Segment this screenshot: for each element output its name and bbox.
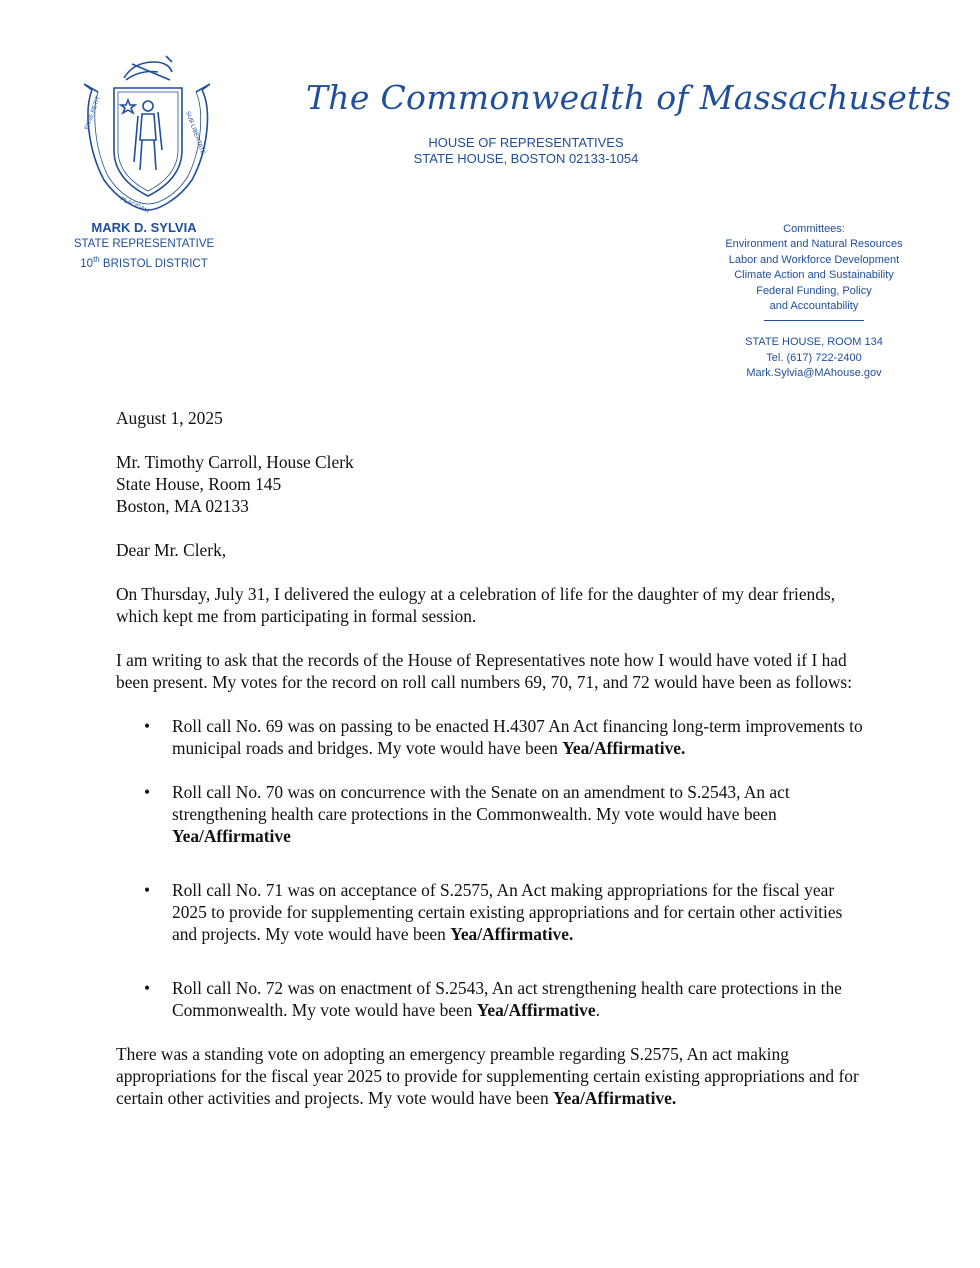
office-telephone: Tel. (617) 722-2400 bbox=[766, 351, 862, 364]
vote-description: Roll call No. 72 was on enactment of S.2543, An act strengthening health care protections in the Commonwealth. My vote would have been bbox=[172, 978, 842, 1020]
vote-description: Roll call No. 70 was on concurrence with the Senate on an amendment to S.2543, An act strengthening health care protections in the Commonwealth. My vote would have been bbox=[172, 782, 790, 824]
roll-call-list bbox=[116, 715, 866, 1021]
committee-item: Federal Funding, Policy bbox=[756, 284, 872, 297]
vote-value: Yea/Affirmative bbox=[172, 826, 291, 846]
letterhead-title: The Commonwealth of Massachusetts bbox=[306, 78, 952, 117]
district-name: BRISTOL DISTRICT bbox=[99, 257, 208, 270]
representative-district bbox=[34, 252, 254, 272]
representative-title: STATE REPRESENTATIVE bbox=[73, 238, 215, 250]
committee-item: Climate Action and Sustainability bbox=[734, 269, 894, 282]
vote-value: Yea/Affirmative. bbox=[562, 738, 686, 758]
recipient-address bbox=[116, 451, 866, 517]
svg-text:ENSE PETIT: ENSE PETIT bbox=[84, 95, 102, 131]
district-suffix: th bbox=[93, 255, 100, 264]
address-line: Boston, MA 02133 bbox=[116, 496, 249, 516]
vote-value: Yea/Affirmative. bbox=[450, 924, 574, 944]
address-line: Mr. Timothy Carroll, House Clerk bbox=[116, 452, 354, 472]
standing-vote-value: Yea/Affirmative. bbox=[553, 1088, 677, 1108]
vote-trailing: . bbox=[595, 1000, 600, 1020]
committees-block bbox=[700, 222, 928, 382]
committee-item: Environment and Natural Resources bbox=[725, 238, 903, 251]
paragraph-standing-vote bbox=[116, 1043, 866, 1109]
list-item bbox=[116, 977, 866, 1021]
paragraph-absence: On Thursday, July 31, I delivered the eulogy at a celebration of life for the daughter of my dear friends, which kept me from participating in formal session. bbox=[116, 584, 836, 626]
office-line-1: HOUSE OF REPRESENTATIVES bbox=[428, 135, 624, 150]
vote-value: Yea/Affirmative bbox=[476, 1000, 596, 1020]
list-item bbox=[116, 879, 866, 945]
office-room: STATE HOUSE, ROOM 134 bbox=[745, 336, 883, 349]
standing-vote-text: There was a standing vote on adopting an emergency preamble regarding S.2575, An act making appropriations for the fiscal year 2025 to provide for supplementing certain existing appropriations and for certain other activities and projects. My vote would have been bbox=[116, 1044, 859, 1108]
bullet: • bbox=[144, 880, 151, 900]
list-item bbox=[116, 781, 866, 847]
letter-date: August 1, 2025 bbox=[116, 408, 223, 428]
paragraph-request: I am writing to ask that the records of the House of Representatives note how I would have voted if I had been present. My votes for the record on roll call numbers 69, 70, 71, and 72 would have been as follows: bbox=[116, 650, 853, 692]
letter-body bbox=[116, 407, 866, 1131]
list-item bbox=[116, 715, 866, 759]
massachusetts-seal-icon bbox=[74, 50, 210, 218]
committees-divider bbox=[764, 320, 864, 321]
district-number: 10 bbox=[80, 257, 94, 270]
vote-description: Roll call No. 71 was on acceptance of S.2575, An Act making appropriations for the fiscal year 2025 to provide for supplementing certain existing appropriations and for certain other activities and projects. My vote would have been bbox=[172, 880, 843, 944]
office-address bbox=[380, 135, 672, 167]
committees-heading: Committees: bbox=[783, 223, 845, 235]
svg-text:SUB LIBERTATE: SUB LIBERTATE bbox=[184, 110, 206, 156]
office-email: Mark.Sylvia@MAhouse.gov bbox=[746, 367, 882, 380]
salutation: Dear Mr. Clerk, bbox=[116, 540, 227, 560]
vote-description: Roll call No. 69 was on passing to be enacted H.4307 An Act financing long-term improvements to municipal roads and bridges. My vote would have been bbox=[172, 716, 863, 758]
representative-name: MARK D. SYLVIA bbox=[91, 220, 197, 235]
address-line: State House, Room 145 bbox=[116, 474, 282, 494]
bullet: • bbox=[144, 782, 151, 802]
committee-item: Labor and Workforce Development bbox=[728, 253, 900, 266]
svg-text:PLACIDAM: PLACIDAM bbox=[119, 196, 150, 215]
representative-block bbox=[34, 220, 254, 272]
office-line-2: STATE HOUSE, BOSTON 02133-1054 bbox=[413, 151, 639, 166]
bullet: • bbox=[144, 716, 151, 736]
committee-item: and Accountability bbox=[769, 300, 859, 313]
bullet: • bbox=[144, 978, 151, 998]
